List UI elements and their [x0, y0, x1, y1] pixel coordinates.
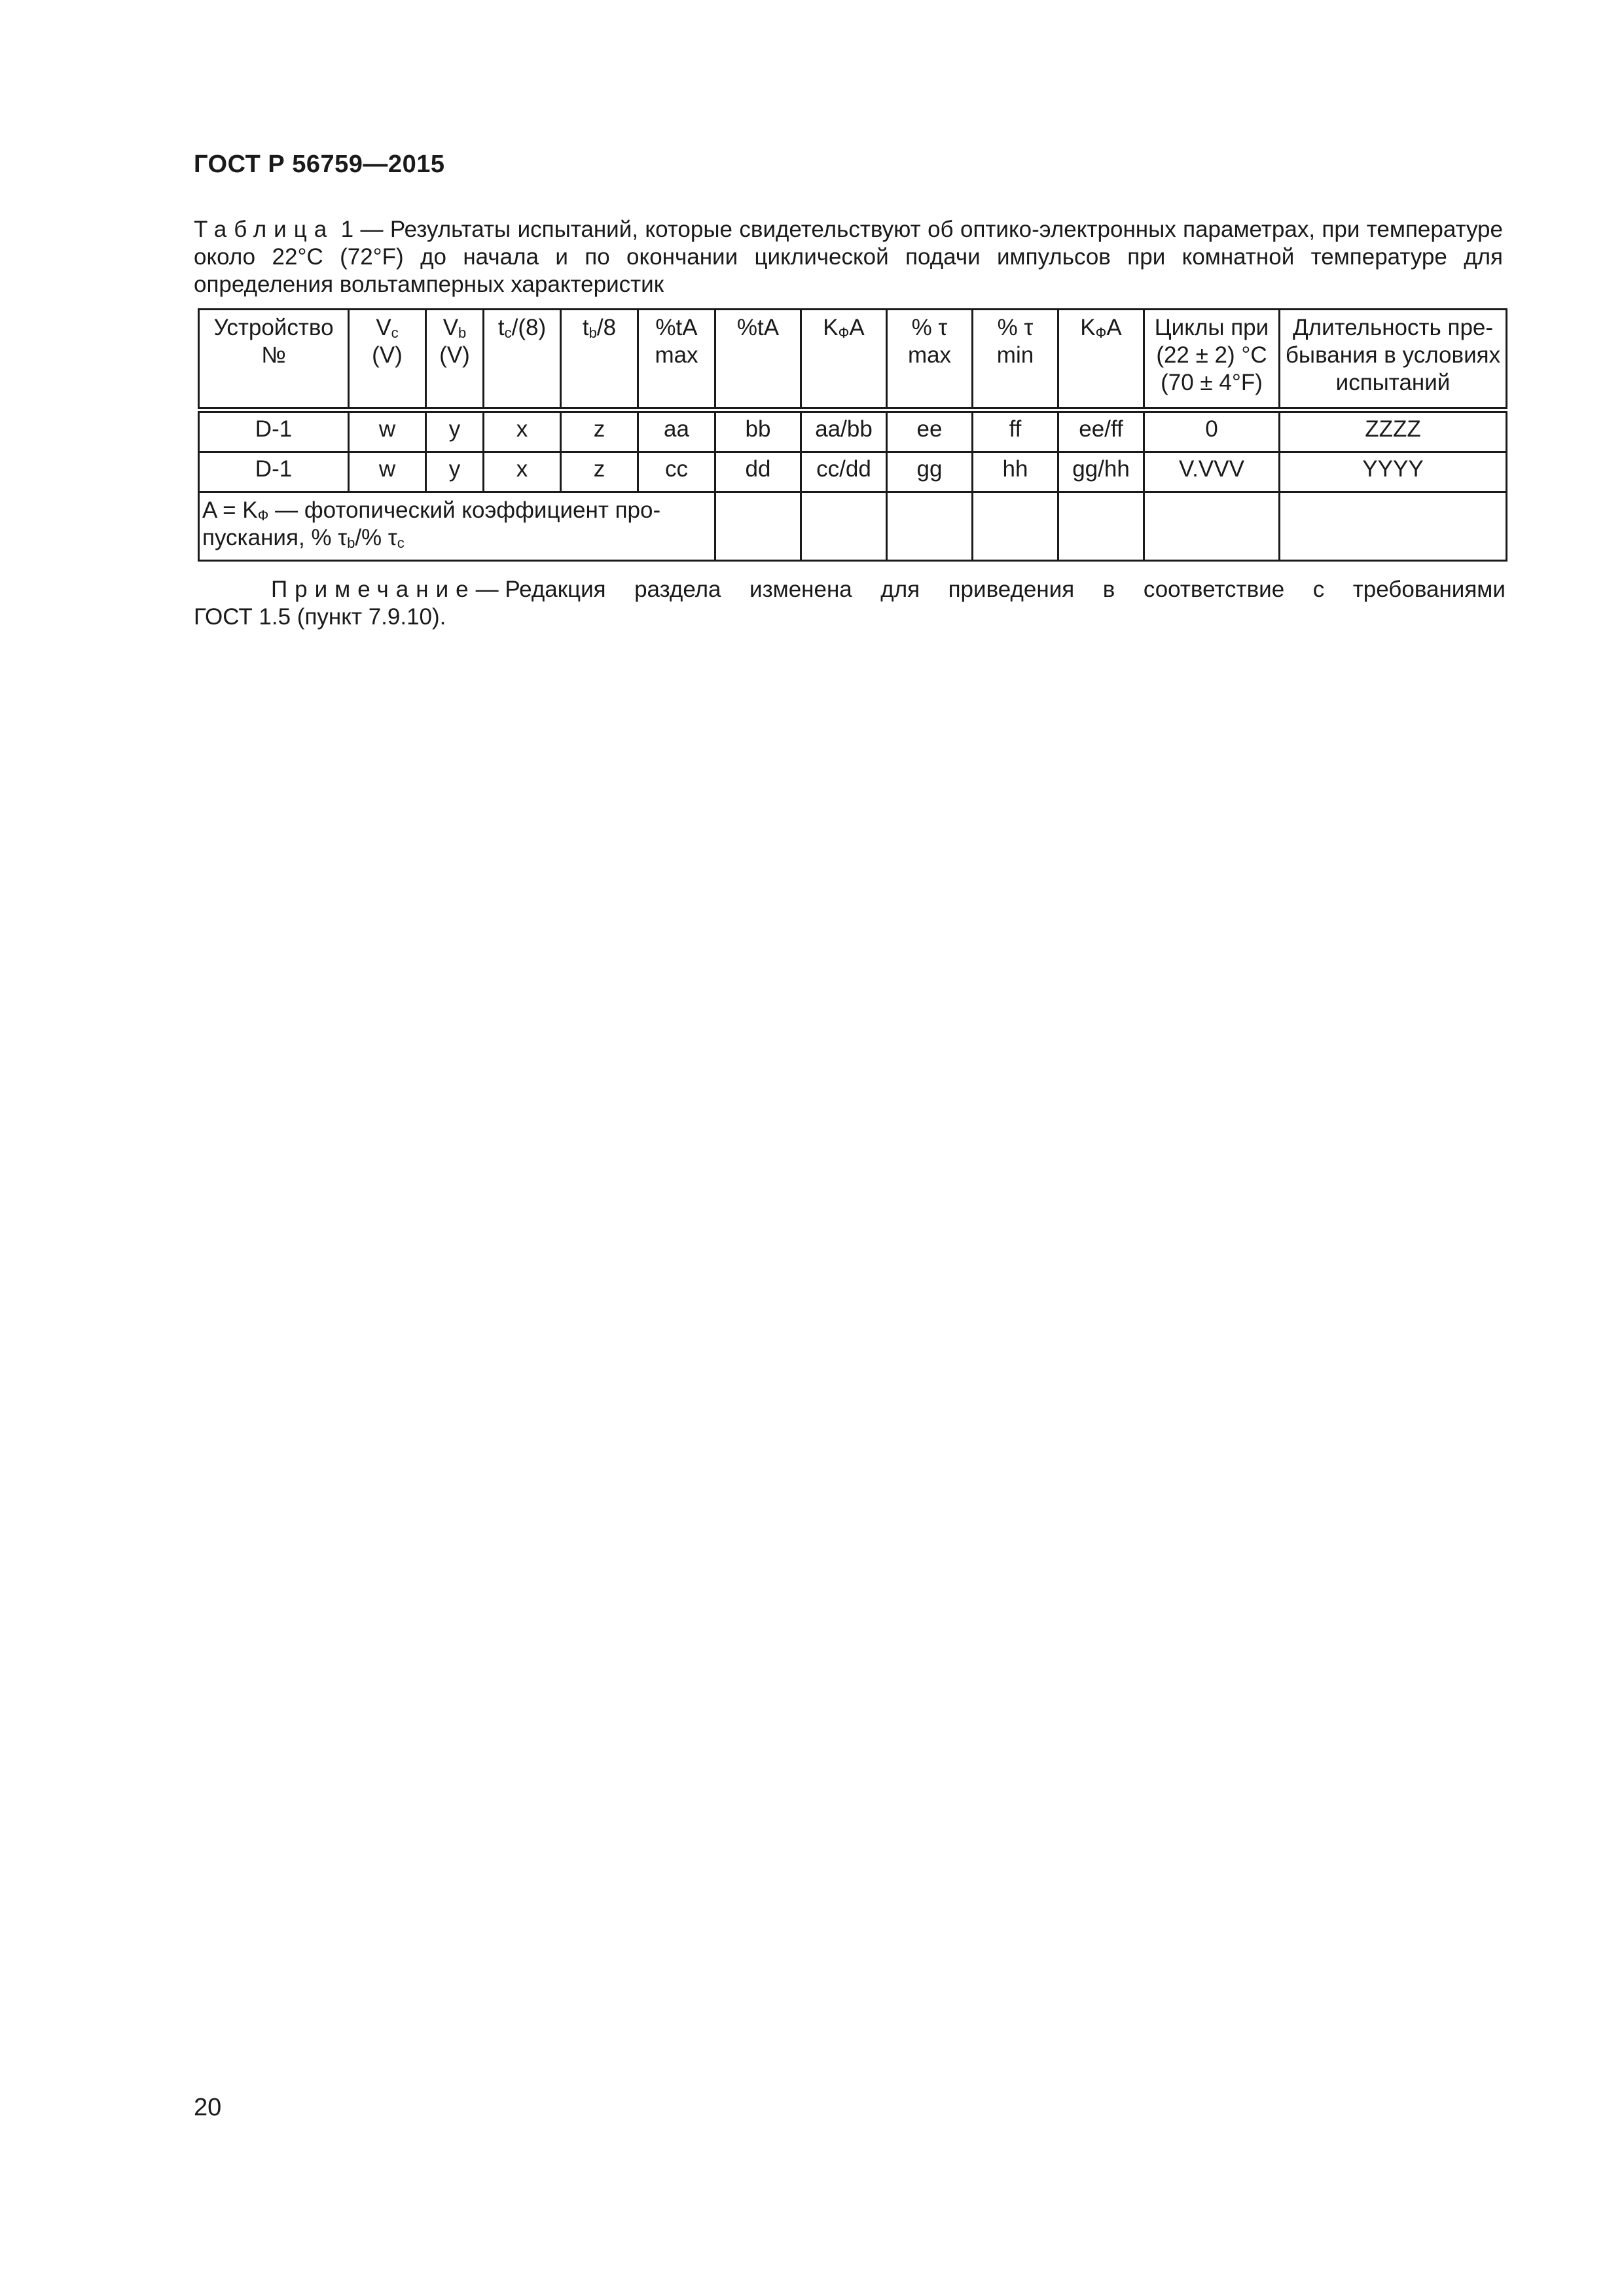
footnote-line2-start: пускания, % τ	[202, 525, 348, 550]
header-duration-line1: Длительность пре-	[1292, 315, 1494, 340]
header-tb-symbol: t	[582, 315, 589, 340]
footnote-line2-subscript-b: b	[347, 535, 355, 551]
header-vc-unit: (V)	[372, 342, 403, 368]
header-vb-unit: (V)	[439, 342, 470, 368]
table-cell: z	[561, 452, 638, 492]
header-tc-symbol: t	[497, 315, 505, 340]
table-cell: z	[561, 410, 638, 452]
header-tc-rest: /(8)	[511, 315, 547, 340]
table-cell: cc	[638, 452, 715, 492]
note-word: для	[880, 577, 920, 602]
header-pct-ta-max-line1: %tA	[655, 315, 698, 340]
note-word: приведения	[948, 577, 1075, 602]
header-vc	[349, 310, 426, 410]
header-cycles	[1144, 310, 1280, 410]
header-vc-symbol: V	[376, 315, 391, 340]
header-vb-symbol: V	[442, 315, 459, 340]
footnote-line1-start: A = K	[202, 497, 258, 523]
table-cell: D-1	[199, 410, 349, 452]
header-pct-tau-max-line1: % τ	[911, 315, 948, 340]
header-pct-ta-max	[638, 310, 715, 410]
note-word: — Редакция	[475, 577, 606, 602]
table-empty-cell	[1280, 492, 1507, 561]
table-cell: x	[484, 452, 561, 492]
header-vc-subscript: c	[391, 325, 399, 341]
header-device	[199, 310, 349, 410]
table-cell: V.VVV	[1144, 452, 1280, 492]
table-cell: y	[426, 410, 484, 452]
header-duration	[1280, 310, 1507, 410]
header-cycles-line1: Циклы при	[1154, 315, 1269, 340]
table-caption-label: Таблица	[194, 217, 334, 242]
header-tb-subscript: b	[588, 325, 597, 341]
note-word: соответствие	[1143, 577, 1285, 602]
note-word: требованиями	[1352, 577, 1506, 602]
table-row	[199, 452, 1507, 492]
header-kfa-2-symbol: K	[1080, 315, 1096, 340]
table-cell: ee	[887, 410, 973, 452]
table-cell: gg	[887, 452, 973, 492]
table-empty-cell	[715, 492, 801, 561]
table-cell: D-1	[199, 452, 349, 492]
header-pct-tau-min-line2: min	[996, 342, 1034, 368]
table-cell: w	[349, 410, 426, 452]
header-cycles-line3: (70 ± 4°F)	[1161, 370, 1263, 395]
footnote-line1-subscript: Ф	[257, 507, 269, 524]
results-table	[198, 308, 1507, 562]
table-empty-cell	[1058, 492, 1144, 561]
table-footnote	[199, 492, 715, 561]
table-cell: bb	[715, 410, 801, 452]
header-vb-subscript: b	[458, 325, 467, 341]
table-cell: gg/hh	[1058, 452, 1144, 492]
header-tb-rest: /8	[596, 315, 617, 340]
header-pct-ta-line1: %tA	[736, 315, 780, 340]
table-footnote-row	[199, 492, 1507, 561]
header-pct-tau-min	[973, 310, 1058, 410]
header-vb	[426, 310, 484, 410]
document-header-title: ГОСТ Р 56759—2015	[194, 151, 445, 178]
table-cell: w	[349, 452, 426, 492]
header-duration-line3: испытаний	[1335, 370, 1451, 395]
note-word: с	[1312, 577, 1325, 602]
header-kfa-2	[1058, 310, 1144, 410]
header-device-line1: Устройство	[213, 315, 334, 340]
table-caption-text: 1 — Результаты испытаний, которые свидетельствуют об оптико-электронных параметрах, при температуре около 22°С (72°F) до начала и по окончании циклической подачи импульсов при комнатной температуре для определения вольтамперных характеристик	[194, 217, 1503, 297]
table-cell: YYYY	[1280, 452, 1507, 492]
table-cell: y	[426, 452, 484, 492]
table-cell: 0	[1144, 410, 1280, 452]
header-pct-tau-max-line2: max	[907, 342, 952, 368]
header-kfa-1-subscript: Ф	[838, 325, 850, 341]
table-cell: ff	[973, 410, 1058, 452]
header-pct-ta	[715, 310, 801, 410]
header-kfa-1	[801, 310, 887, 410]
table-empty-cell	[1144, 492, 1280, 561]
header-device-line2: №	[261, 342, 286, 368]
table-cell: dd	[715, 452, 801, 492]
header-tb	[561, 310, 638, 410]
table-row	[199, 410, 1507, 452]
footnote-line2-mid: /% τ	[355, 525, 397, 550]
note-line2: ГОСТ 1.5 (пункт 7.9.10).	[194, 604, 446, 630]
header-cycles-line2: (22 ± 2) °С	[1156, 342, 1267, 368]
table-cell: x	[484, 410, 561, 452]
header-kfa-1-rest: A	[849, 315, 865, 340]
header-pct-ta-max-line2: max	[655, 342, 698, 368]
footnote-line1-end: — фотопический коэффициент про-	[268, 497, 661, 523]
header-kfa-1-symbol: K	[823, 315, 839, 340]
table-cell: ee/ff	[1058, 410, 1144, 452]
table-cell: aa/bb	[801, 410, 887, 452]
header-pct-tau-min-line1: % τ	[997, 315, 1034, 340]
header-kfa-2-subscript: Ф	[1095, 325, 1107, 341]
note-word: раздела	[634, 577, 721, 602]
note-line1	[194, 576, 1506, 603]
table-cell: cc/dd	[801, 452, 887, 492]
note-label: Примечание	[271, 577, 476, 602]
table-cell: ZZZZ	[1280, 410, 1507, 452]
header-pct-tau-max	[887, 310, 973, 410]
table-note	[194, 576, 1506, 631]
table-empty-cell	[801, 492, 887, 561]
table-header-row	[199, 310, 1507, 410]
header-tc-subscript: c	[504, 325, 512, 341]
note-word: в	[1102, 577, 1115, 602]
note-word: изменена	[749, 577, 852, 602]
table-cell: hh	[973, 452, 1058, 492]
footnote-line2-subscript-c: c	[397, 535, 405, 551]
table-cell: aa	[638, 410, 715, 452]
table-empty-cell	[887, 492, 973, 561]
header-tc	[484, 310, 561, 410]
header-duration-line2: бывания в условиях	[1285, 342, 1501, 368]
page-number: 20	[194, 2094, 222, 2121]
table-empty-cell	[973, 492, 1058, 561]
header-kfa-2-rest: A	[1106, 315, 1122, 340]
table-caption	[194, 216, 1503, 298]
